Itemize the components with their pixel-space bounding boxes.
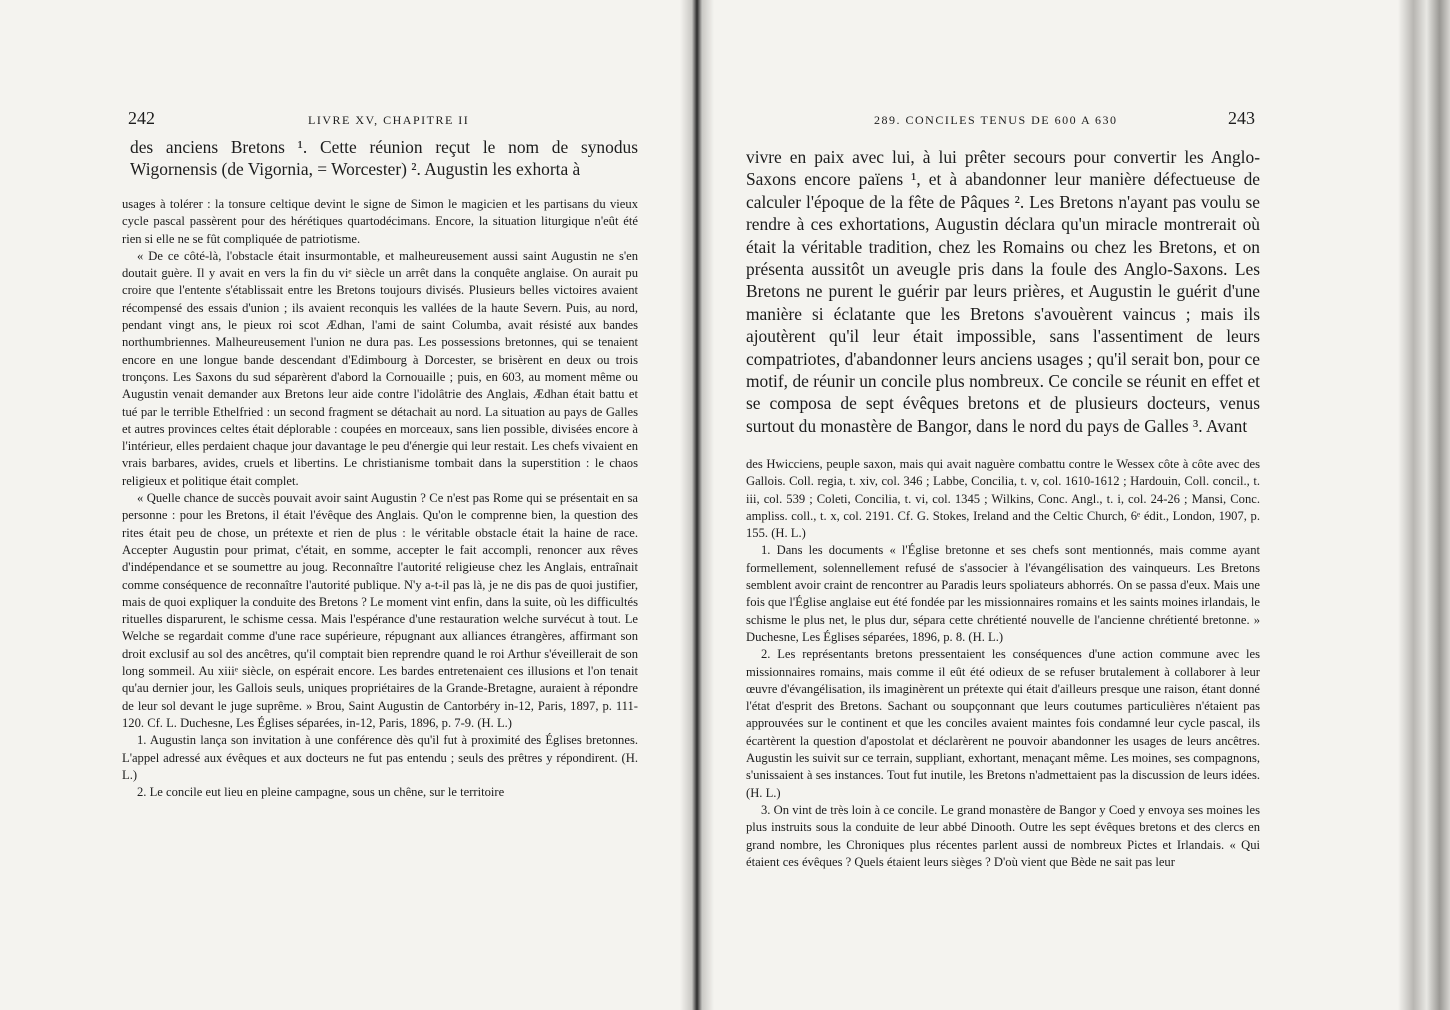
footnote-2: 2. Le concile eut lieu en pleine campagne, sous un chêne, sur le territoire [137, 785, 505, 800]
right-footnotes [746, 456, 1260, 871]
right-page-number: 243 [1228, 108, 1255, 128]
footnote-paragraph: « Quelle chance de succès pouvait avoir saint Augustin ? Ce n'est pas Rome qui se présentait en sa personne : pour les Bretons, il était l'évêque des Anglais. Qu'on le comprenne bien, la question des rites était peu de chose, un prétexte et rien de plus : le véritable obstacle était la haine de race. Accepter Augustin pour primat, c'était, en somme, accepter le fait accompli, renoncer aux rêves d'indépendance et se soumettre au joug. Reconnaître l'autorité religieuse chez les Anglais, entraînait comme conséquence de reconnaître l'autorité publique. N'y a-t-il pas là, je ne dis pas de quoi justifier, mais de quoi expliquer la conduite des Bretons ? Le moment vint enfin, dans la suite, où les difficultés rituelles disparurent, le schisme cessa. Mais l'espérance d'une restauration welche survécut à tout. Le Welche se regardait comme d'une race supérieure, répugnant aux alliances étrangères, affirmant son droit exclusif au sol des ancêtres, qu'il comptait bien reprendre quand le roi Arthur s'éveillerait de son long sommeil. Au xiiiᵉ siècle, on espérait encore. Les bardes entretenaient ces illusions et l'on tenait qu'au dernier jour, les Gallois seuls, uniques propriétaires de la Grande-Bretagne, auraient à répondre de leur sol devant le juge suprême. » Brou, Saint Augustin de Cantorbéry in-12, Paris, 1897, p. 111-120. Cf. L. Duchesne, Les Églises séparées, in-12, Paris, 1896, p. 7-9. (H. L.) [122, 491, 638, 730]
left-page-number: 242 [128, 108, 155, 128]
footnote-continuation: usages à tolérer : la tonsure celtique devint le signe de Simon le magicien et les partisans du vieux cycle pascal passèrent pour des hérétiques quartodécimans. Encore, la situation liturgique n'eût été rien si elle ne se fût compliquée de patriotisme. [122, 197, 638, 246]
footnote-3: 3. On vint de très loin à ce concile. Le grand monastère de Bangor y Coed y envoya ses moines les plus instruits sous la conduite de leur abbé Dinooth. Outre les sept évêques bretons et des clercs en grand nombre, les Chroniques plus récentes parlent aussi de nombreux Pictes et Irlandais. « Qui étaient ces évêques ? Quels étaient leurs sièges ? D'où vient que Bède ne sait pas leur [746, 802, 1260, 869]
page-edge [1398, 0, 1450, 1010]
footnote-2: 2. Les représentants bretons pressentaient les conséquences d'une action commune avec les missionnaires romains, mais comme il eût été odieux de se refuser brutalement à collaborer à leur œuvre d'évangélisation, ils imaginèrent un prétexte qui était d'ailleurs presque une raison, étant donné l'état d'esprit des Bretons. Sachant ou soupçonnant que leurs coutumes particulières n'étaient pas approuvées sur le continent et que les conciles avaient maintes fois condamné leur cycle pascal, ils écartèrent la question d'apostolat et déclarèrent ne pouvoir abandonner les usages de leurs ancêtres. Augustin les suivit sur ce terrain, suppliant, exhortant, menaçant même. Les moines, ses compagnons, s'unissaient à ses instances. Tout fut inutile, les Bretons n'admettaient pas la discussion de leurs idées. (H. L.) [746, 647, 1260, 800]
footnote-1: 1. Augustin lança son invitation à une conférence dès qu'il fut à proximité des Églises bretonnes. L'appel adressé aux évêques et aux docteurs ne fut pas entendu ; seuls des prêtres y répondirent. (H. L.) [122, 733, 638, 782]
right-running-head: 289. CONCILES TENUS DE 600 A 630 [874, 113, 1118, 127]
right-body-text: vivre en paix avec lui, à lui prêter secours pour convertir les Anglo-Saxons encore païens ¹, et à abandonner leur manière défectueuse de calculer l'époque de la fête de Pâques ². Les Bretons n'ayant pas voulu se rendre à ces exhortations, Augustin déclara qu'un miracle montrerait où était la véritable tradition, chez les Romains ou chez les Bretons, et on présenta aussitôt un aveugle pris dans la foule des Anglo-Saxons. Les Bretons ne purent le guérir par leurs prières, et Augustin le guérit d'une manière si éclatante que les Bretons s'avouèrent vaincus ; mais ils ajoutèrent qu'il leur était impossible, sans l'assentiment de leurs compatriotes, d'abandonner leurs anciens usages ; qu'il serait bon, pour ce motif, de réunir un concile plus nombreux. Ce concile se réunit en effet et se composa de sept évêques bretons et de plusieurs docteurs, venus surtout du monastère de Bangor, dans le nord du pays de Galles ³. Avant [746, 147, 1260, 436]
left-footnotes [122, 196, 638, 801]
book-gutter [680, 0, 714, 1010]
left-body-text: des anciens Bretons ¹. Cette réunion reçut le nom de synodus Wigornensis (de Vigornia, = Worcester) ². Augustin les exhorta à [130, 137, 638, 180]
footnote-continuation: des Hwicciens, peuple saxon, mais qui avait naguère combattu contre le Wessex côte à côte avec des Gallois. Coll. regia, t. xiv, col. 346 ; Labbe, Concilia, t. v, col. 1610-1612 ; Hardouin, Coll. concil., t. iii, col. 539 ; Coleti, Concilia, t. vi, col. 1345 ; Wilkins, Conc. Angl., t. i, col. 24-26 ; Mansi, Conc. ampliss. coll., t. x, col. 2191. Cf. G. Stokes, Ireland and the Celtic Church, 6ᵉ édit., London, 1907, p. 155. (H. L.) [746, 457, 1260, 541]
footnote-paragraph: « De ce côté-là, l'obstacle était insurmontable, et malheureusement aussi saint Augustin ne s'en doutait guère. Il y avait en vers la fin du viᵉ siècle un arrêt dans la conquête anglaise. On aurait pu croire que l'entente s'établissait entre les Bretons toujours divisés. Plusieurs belles victoires avaient récompensé des essais d'union ; ils avaient reconquis les vallées de la haute Severn. Puis, au nord, pendant vingt ans, le pieux roi scot Ædhan, l'ami de saint Columba, avait résisté aux bandes northumbriennes. Malheureusement l'union ne dura pas. Les possessions bretonnes, qui se tenaient encore en une longue bande descendant d'Edimbourg à Dorcester, se brisèrent en deux ou trois tronçons. Les Saxons du sud séparèrent d'abord la Cornouaille ; puis, en 603, au moment même ou Augustin venait demander aux Bretons leur aide contre l'idolâtrie des Anglais, Ædhan était battu et tué par le terrible Ethelfried : un second fragment se détachait au nord. La situation au pays de Galles et autres provinces celtes était déplorable : coupées en morceaux, sans lien possible, divisées encore à l'intérieur, elles perdaient chaque jour davantage le peu d'énergie qui leur restait. Les chefs vivaient en vrais barbares, avides, cruels et libertins. Le christianisme tombait dans la superstition : le chaos religieux et politique était complet. [122, 248, 638, 488]
left-page [0, 0, 700, 1010]
left-running-head: LIVRE XV, CHAPITRE II [308, 113, 470, 127]
footnote-1: 1. Dans les documents « l'Église bretonne et ses chefs sont mentionnés, mais comme ayant formellement, solennellement refusé de s'associer à l'évangélisation des vainqueurs. Les Bretons semblent avoir craint de rencontrer au Paradis leurs spoliateurs abhorrés. On se passa d'eux. Mais une fois que l'Église anglaise eut été fondée par les missionnaires romains et les saints moines irlandais, le schisme le plus net, le plus dur, sépara cette chrétienté nouvelle de l'ancienne chrétienté bretonne. » Duchesne, Les Églises séparées, 1896, p. 8. (H. L.) [746, 543, 1260, 644]
right-page [700, 0, 1398, 1010]
